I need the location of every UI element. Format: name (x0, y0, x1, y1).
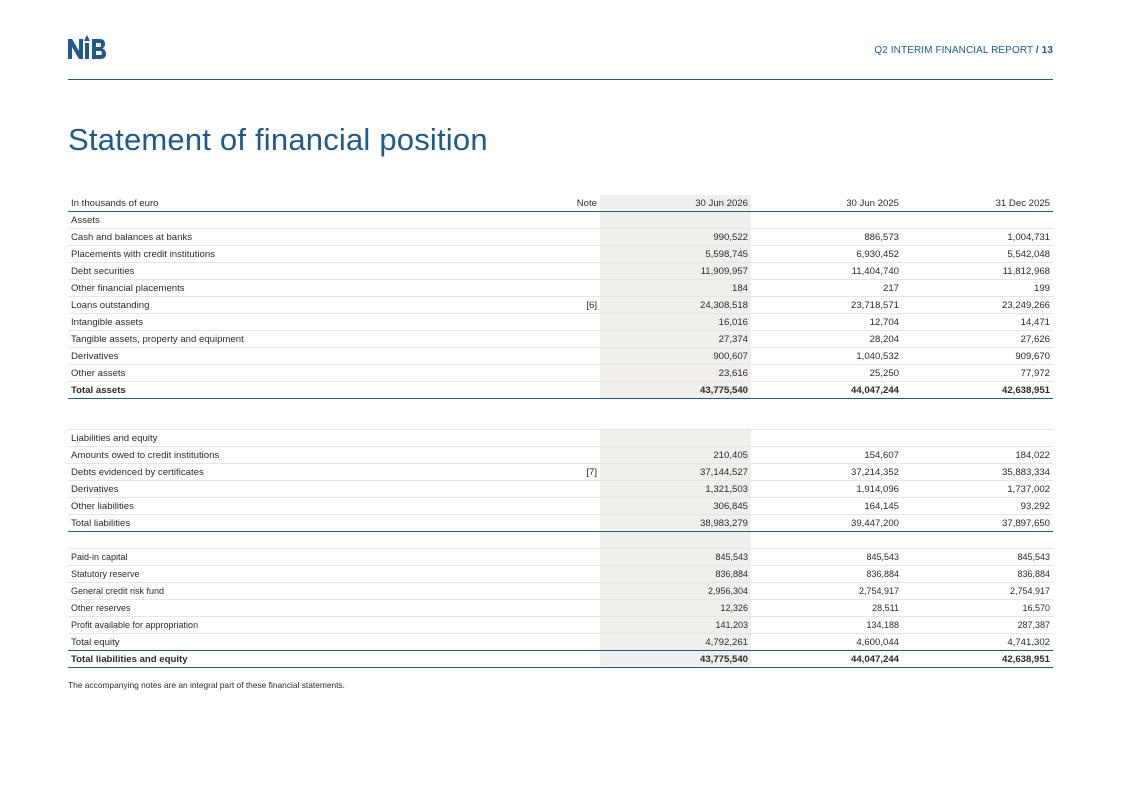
table-row (68, 229, 1053, 246)
row-value-3: 93,292 (902, 498, 1053, 515)
row-value-2: 1,040,532 (751, 348, 902, 365)
row-note (508, 365, 600, 382)
row-label: Other financial placements (68, 280, 508, 297)
row-value-1: 4,792,261 (600, 634, 751, 651)
row-value-3: 4,741,302 (902, 634, 1053, 651)
row-value-3 (902, 212, 1053, 229)
row-value-1: 184 (600, 280, 751, 297)
row-note (508, 314, 600, 331)
row-value-3: 1,737,002 (902, 481, 1053, 498)
row-value-3: 287,387 (902, 617, 1053, 634)
row-value-3: 845,543 (902, 549, 1053, 566)
row-value-1: 141,203 (600, 617, 751, 634)
row-label (68, 399, 508, 430)
row-note (508, 212, 600, 229)
row-value-1 (600, 399, 751, 430)
row-note (508, 447, 600, 464)
row-value-2 (751, 430, 902, 447)
row-value-2: 44,047,244 (751, 382, 902, 399)
row-value-2 (751, 399, 902, 430)
row-label: Total assets (68, 382, 508, 399)
report-title: Q2 INTERIM FINANCIAL REPORT (874, 45, 1033, 56)
row-value-1: 23,616 (600, 365, 751, 382)
row-value-2: 39,447,200 (751, 515, 902, 532)
row-label: Assets (68, 212, 508, 229)
table-row (68, 348, 1053, 365)
row-label: Liabilities and equity (68, 430, 508, 447)
row-value-3: 27,626 (902, 331, 1053, 348)
row-value-1: 900,607 (600, 348, 751, 365)
row-value-1: 306,845 (600, 498, 751, 515)
table-header-row (68, 195, 1053, 212)
row-value-1: 43,775,540 (600, 651, 751, 668)
row-label: Other reserves (68, 600, 508, 617)
row-value-3: 35,883,334 (902, 464, 1053, 481)
table-row (68, 263, 1053, 280)
row-label: Debt securities (68, 263, 508, 280)
row-label: Placements with credit institutions (68, 246, 508, 263)
row-note (508, 246, 600, 263)
row-note (508, 280, 600, 297)
row-value-1: 24,308,518 (600, 297, 751, 314)
row-value-3: 836,884 (902, 566, 1053, 583)
row-value-1: 845,543 (600, 549, 751, 566)
col-header-label: In thousands of euro (68, 195, 508, 212)
table-row (68, 314, 1053, 331)
row-value-3: 909,670 (902, 348, 1053, 365)
row-value-2: 23,718,571 (751, 297, 902, 314)
table-row (68, 246, 1053, 263)
row-value-3: 2,754,917 (902, 583, 1053, 600)
row-value-1: 38,983,279 (600, 515, 751, 532)
row-note (508, 382, 600, 399)
row-value-3 (902, 532, 1053, 549)
row-value-1: 210,405 (600, 447, 751, 464)
table-row (68, 365, 1053, 382)
row-label: Derivatives (68, 348, 508, 365)
row-label: Cash and balances at banks (68, 229, 508, 246)
nib-logo (68, 35, 108, 59)
page-title: Statement of financial position (68, 122, 488, 157)
report-header (874, 45, 1053, 56)
header-rule (68, 79, 1053, 80)
total-equity-row (68, 634, 1053, 651)
section-header-assets (68, 212, 1053, 229)
row-label: Other assets (68, 365, 508, 382)
row-note (508, 498, 600, 515)
row-note (508, 430, 600, 447)
row-note (508, 583, 600, 600)
table-row (68, 331, 1053, 348)
row-note: [7] (508, 464, 600, 481)
row-label: Amounts owed to credit institutions (68, 447, 508, 464)
row-label: Derivatives (68, 481, 508, 498)
row-value-2: 25,250 (751, 365, 902, 382)
row-note (508, 263, 600, 280)
row-value-1: 2,956,304 (600, 583, 751, 600)
row-value-1: 990,522 (600, 229, 751, 246)
row-value-2: 154,607 (751, 447, 902, 464)
row-note (508, 532, 600, 549)
spacer-row (68, 399, 1053, 430)
row-value-2: 37,214,352 (751, 464, 902, 481)
row-value-2: 217 (751, 280, 902, 297)
row-value-3: 14,471 (902, 314, 1053, 331)
row-value-2: 886,573 (751, 229, 902, 246)
row-label: Statutory reserve (68, 566, 508, 583)
row-value-2: 28,204 (751, 331, 902, 348)
section-header-liabilities (68, 430, 1053, 447)
row-label: Intangible assets (68, 314, 508, 331)
row-value-3: 1,004,731 (902, 229, 1053, 246)
row-label: Total liabilities and equity (68, 651, 508, 668)
row-value-1: 12,326 (600, 600, 751, 617)
footnote: The accompanying notes are an integral part of these financial statements. (68, 680, 346, 690)
row-value-2: 6,930,452 (751, 246, 902, 263)
row-note (508, 600, 600, 617)
row-value-1: 16,016 (600, 314, 751, 331)
table-row (68, 566, 1053, 583)
row-label: Loans outstanding (68, 297, 508, 314)
row-value-1: 836,884 (600, 566, 751, 583)
row-note (508, 634, 600, 651)
financial-position-table (68, 195, 1053, 668)
row-value-2: 12,704 (751, 314, 902, 331)
row-value-3: 11,812,968 (902, 263, 1053, 280)
row-value-2 (751, 212, 902, 229)
row-value-2: 164,145 (751, 498, 902, 515)
row-value-1: 1,321,503 (600, 481, 751, 498)
row-note (508, 331, 600, 348)
table-row (68, 498, 1053, 515)
row-label: Debts evidenced by certificates (68, 464, 508, 481)
row-value-3: 5,542,048 (902, 246, 1053, 263)
row-value-3: 77,972 (902, 365, 1053, 382)
row-value-2: 2,754,917 (751, 583, 902, 600)
row-value-3: 184,022 (902, 447, 1053, 464)
table-row (68, 600, 1053, 617)
spacer-row (68, 532, 1053, 549)
row-label (68, 532, 508, 549)
col-header-period-3: 31 Dec 2025 (902, 195, 1053, 212)
row-value-3 (902, 430, 1053, 447)
row-value-1: 5,598,745 (600, 246, 751, 263)
row-value-1 (600, 430, 751, 447)
row-note: [6] (508, 297, 600, 314)
row-label: Other liabilities (68, 498, 508, 515)
row-note (508, 651, 600, 668)
row-note (508, 617, 600, 634)
table-row (68, 280, 1053, 297)
row-label: Tangible assets, property and equipment (68, 331, 508, 348)
total-liabilities-equity-row (68, 651, 1053, 668)
row-note (508, 229, 600, 246)
row-label: General credit risk fund (68, 583, 508, 600)
row-value-3: 42,638,951 (902, 651, 1053, 668)
row-note (508, 566, 600, 583)
row-value-1 (600, 212, 751, 229)
col-header-period-2: 30 Jun 2025 (751, 195, 902, 212)
table-row (68, 464, 1053, 481)
table-row (68, 617, 1053, 634)
col-header-note: Note (508, 195, 600, 212)
row-value-1: 11,909,957 (600, 263, 751, 280)
table-row (68, 447, 1053, 464)
row-label: Total equity (68, 634, 508, 651)
row-value-3: 23,249,266 (902, 297, 1053, 314)
row-value-3 (902, 399, 1053, 430)
row-value-3: 199 (902, 280, 1053, 297)
table-row (68, 583, 1053, 600)
row-value-2: 28,511 (751, 600, 902, 617)
row-value-1: 37,144,527 (600, 464, 751, 481)
row-value-2: 44,047,244 (751, 651, 902, 668)
row-value-1: 27,374 (600, 331, 751, 348)
row-note (508, 549, 600, 566)
row-label: Paid-in capital (68, 549, 508, 566)
row-label: Total liabilities (68, 515, 508, 532)
row-value-2: 11,404,740 (751, 263, 902, 280)
row-note (508, 399, 600, 430)
row-value-2: 836,884 (751, 566, 902, 583)
row-value-2: 845,543 (751, 549, 902, 566)
row-value-1 (600, 532, 751, 549)
row-label: Profit available for appropriation (68, 617, 508, 634)
row-value-3: 42,638,951 (902, 382, 1053, 399)
row-value-2: 1,914,096 (751, 481, 902, 498)
col-header-period-1: 30 Jun 2026 (600, 195, 751, 212)
row-note (508, 348, 600, 365)
row-value-2 (751, 532, 902, 549)
row-value-3: 37,897,650 (902, 515, 1053, 532)
total-assets-row (68, 382, 1053, 399)
table-row (68, 481, 1053, 498)
table-row (68, 297, 1053, 314)
header-separator: / (1035, 45, 1039, 56)
row-value-2: 134,188 (751, 617, 902, 634)
row-note (508, 515, 600, 532)
row-value-1: 43,775,540 (600, 382, 751, 399)
table-row (68, 549, 1053, 566)
row-value-2: 4,600,044 (751, 634, 902, 651)
page-number: 13 (1041, 45, 1053, 56)
row-note (508, 481, 600, 498)
total-liabilities-row (68, 515, 1053, 532)
row-value-3: 16,570 (902, 600, 1053, 617)
